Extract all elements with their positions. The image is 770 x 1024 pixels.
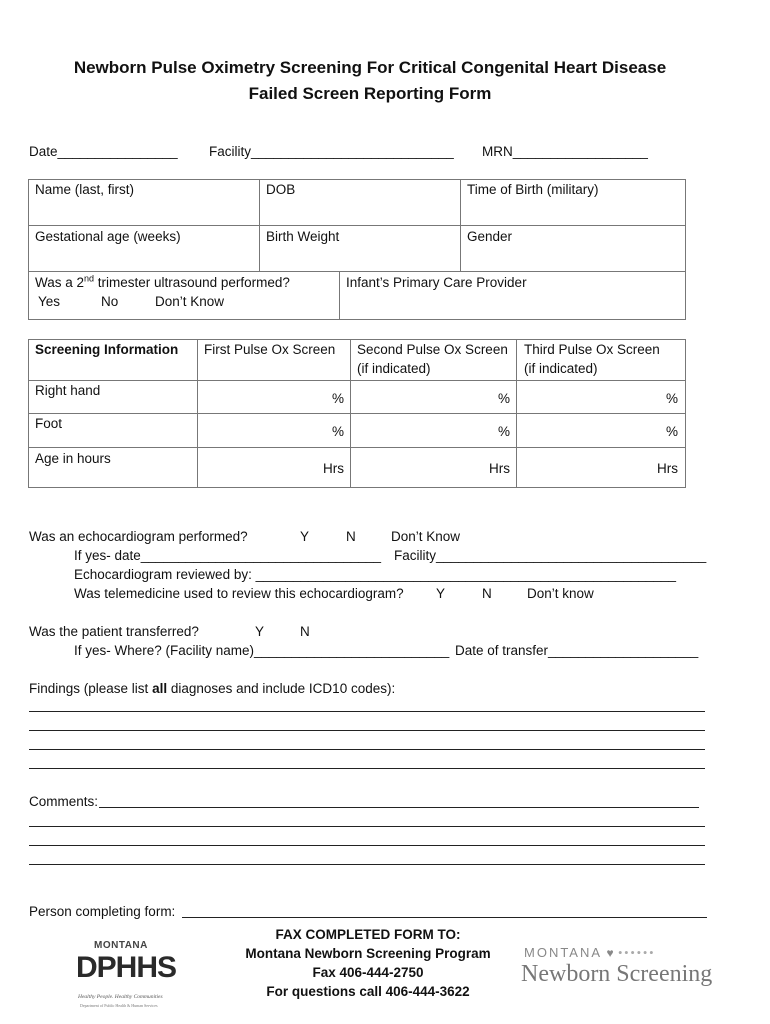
age-in-hours-label: Age in hours (35, 451, 111, 466)
transfer-facility-field[interactable]: If yes- Where? (Facility name)__________________________ (74, 643, 450, 658)
time-of-birth-field[interactable]: Time of Birth (military) (467, 182, 599, 197)
heart-icon: ♥ (606, 946, 614, 960)
dob-field[interactable]: DOB (266, 182, 296, 197)
facility-field[interactable]: Facility___________________________ (209, 144, 454, 159)
transfer-yes-option[interactable]: Y (255, 624, 265, 639)
second-screen-note: (if indicated) (357, 361, 431, 376)
primary-care-provider-field[interactable]: Infant’s Primary Care Provider (346, 275, 527, 290)
dphhs-logo-acronym: DPHHS (76, 951, 177, 984)
comments-line-1[interactable] (99, 807, 699, 808)
echo-yes-option[interactable]: Y (300, 529, 310, 544)
third-screen-header: Third Pulse Ox Screen (524, 342, 660, 357)
comments-line-2[interactable] (29, 826, 705, 827)
transfer-date-field[interactable]: Date of transfer____________________ (455, 643, 699, 658)
age-second-hrs[interactable]: Hrs (489, 461, 510, 476)
person-completing-label: Person completing form: (29, 904, 176, 919)
ultrasound-question-a: Was a 2 (35, 275, 85, 290)
telemedicine-no-option[interactable]: N (482, 586, 492, 601)
findings-line-3[interactable] (29, 749, 705, 750)
transfer-no-option[interactable]: N (300, 624, 310, 639)
echo-no-option[interactable]: N (346, 529, 356, 544)
transfer-question: Was the patient transferred? (29, 624, 199, 639)
dphhs-logo-state: MONTANA (94, 940, 148, 951)
right-hand-label: Right hand (35, 383, 101, 398)
echo-date-field[interactable]: If yes- date________________________________ (74, 548, 382, 563)
foot-third-pct[interactable]: % (665, 424, 678, 439)
findings-label (29, 681, 395, 697)
comments-line-3[interactable] (29, 845, 705, 846)
comments-label: Comments: (29, 794, 99, 809)
person-completing-line[interactable] (182, 917, 707, 918)
first-screen-header: First Pulse Ox Screen (204, 342, 336, 357)
screening-info-header: Screening Information (35, 342, 179, 357)
ultrasound-dont-know-option[interactable]: Don’t Know (155, 294, 225, 309)
ultrasound-no-option[interactable]: No (101, 294, 119, 309)
second-screen-header: Second Pulse Ox Screen (357, 342, 508, 357)
dphhs-logo-dept: Department of Public Health & Human Services (80, 1003, 158, 1008)
age-third-hrs[interactable]: Hrs (657, 461, 678, 476)
foot-label: Foot (35, 416, 63, 431)
ultrasound-question-b: trimester ultrasound performed? (94, 275, 290, 290)
mrn-field[interactable]: MRN__________________ (482, 144, 648, 159)
dots-decoration-icon: ●●●●●● (618, 949, 656, 957)
ultrasound-question-sup: nd (84, 273, 95, 284)
findings-line-2[interactable] (29, 730, 705, 731)
right-hand-second-pct[interactable]: % (497, 391, 510, 406)
echo-reviewed-by-field[interactable]: Echocardiogram reviewed by: ________________________________________________________ (74, 567, 677, 582)
fax-number: Fax 406-444-2750 (312, 965, 424, 980)
dphhs-logo-tagline: Healthy People. Healthy Communities (78, 994, 163, 1000)
telemedicine-yes-option[interactable]: Y (436, 586, 446, 601)
nbs-logo-name: Newborn Screening (521, 961, 713, 987)
findings-label-bold: all (152, 681, 168, 696)
date-field[interactable]: Date________________ (29, 144, 178, 159)
findings-label-b: diagnoses and include ICD10 codes): (167, 681, 396, 696)
right-hand-first-pct[interactable]: % (331, 391, 344, 406)
questions-phone: For questions call 406-444-3622 (266, 984, 470, 999)
form-title-line1: Newborn Pulse Oximetry Screening For Critical Congenital Heart Disease (73, 58, 667, 77)
foot-first-pct[interactable]: % (331, 424, 344, 439)
name-field[interactable]: Name (last, first) (35, 182, 135, 197)
newborn-screening-logo (521, 944, 731, 998)
gestational-age-field[interactable]: Gestational age (weeks) (35, 229, 181, 244)
telemedicine-question: Was telemedicine used to review this echocardiogram? (74, 586, 404, 601)
echo-dont-know-option[interactable]: Don’t Know (391, 529, 461, 544)
birth-weight-field[interactable]: Birth Weight (266, 229, 340, 244)
ultrasound-yes-option[interactable]: Yes (38, 294, 61, 309)
echo-question: Was an echocardiogram performed? (29, 529, 248, 544)
dphhs-logo (72, 940, 176, 1012)
findings-line-4[interactable] (29, 768, 705, 769)
comments-line-4[interactable] (29, 864, 705, 865)
third-screen-note: (if indicated) (524, 361, 598, 376)
right-hand-third-pct[interactable]: % (665, 391, 678, 406)
findings-label-a: Findings (please list (29, 681, 153, 696)
ultrasound-question (35, 274, 290, 292)
findings-line-1[interactable] (29, 711, 705, 712)
echo-facility-field[interactable]: Facility____________________________________ (394, 548, 707, 563)
telemedicine-dont-know-option[interactable]: Don’t know (527, 586, 594, 601)
fax-to-heading: FAX COMPLETED FORM TO: (275, 927, 461, 942)
program-name: Montana Newborn Screening Program (245, 946, 491, 961)
foot-second-pct[interactable]: % (497, 424, 510, 439)
age-first-hrs[interactable]: Hrs (323, 461, 344, 476)
gender-field[interactable]: Gender (467, 229, 513, 244)
nbs-logo-state: MONTANA (524, 945, 603, 960)
form-title-line2: Failed Screen Reporting Form (248, 84, 492, 103)
